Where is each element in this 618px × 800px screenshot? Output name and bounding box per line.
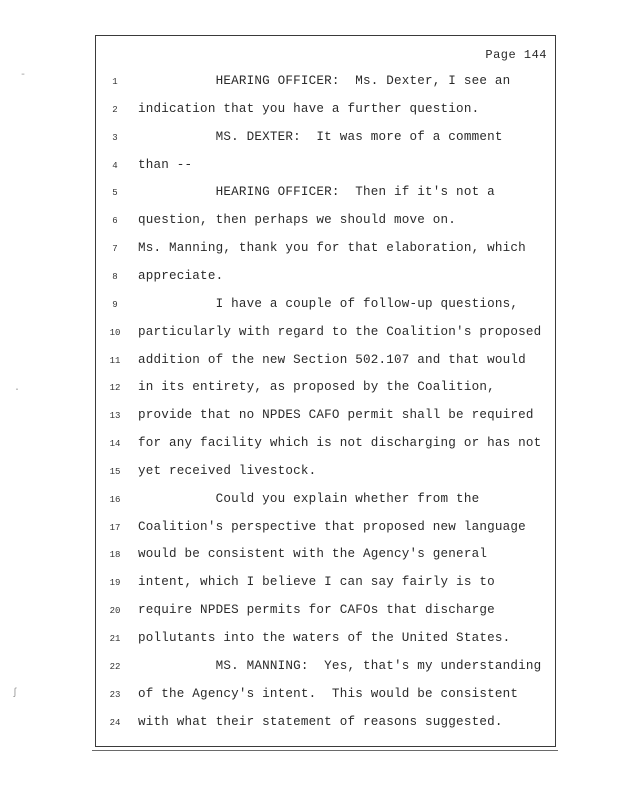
- line-text: Could you explain whether from the: [138, 491, 480, 506]
- line-text: pollutants into the waters of the United States.: [138, 631, 511, 645]
- line-text: MS. DEXTER: It was more of a comment: [138, 129, 503, 144]
- line-number: 10: [109, 327, 121, 338]
- line-text: in its entirety, as proposed by the Coalition,: [138, 380, 495, 395]
- transcript-line: [96, 492, 557, 512]
- line-number: 17: [109, 522, 121, 533]
- transcript-line: [96, 185, 557, 205]
- line-text: HEARING OFFICER: Then if it's not a: [138, 185, 495, 200]
- line-number: 16: [109, 494, 121, 505]
- line-number: 5: [112, 188, 118, 199]
- line-text: than --: [138, 157, 193, 172]
- line-number: 20: [109, 606, 121, 617]
- line-text: with what their statement of reasons suggested.: [138, 714, 503, 729]
- transcript-line: [96, 269, 557, 289]
- line-number: 8: [112, 271, 118, 282]
- line-number: 18: [109, 550, 121, 561]
- line-number: 4: [112, 160, 118, 171]
- transcript-line: [96, 408, 557, 428]
- transcript-line: [96, 464, 557, 484]
- line-number: 9: [112, 299, 118, 310]
- line-number: 3: [112, 132, 118, 143]
- page-bottom-rule: [92, 750, 558, 751]
- line-text: yet received livestock.: [138, 463, 317, 478]
- transcript-line: [96, 158, 557, 178]
- line-text: would be consistent with the Agency's general: [138, 547, 488, 562]
- transcript-page: [95, 35, 556, 747]
- transcript-line: [96, 547, 557, 567]
- line-text: HEARING OFFICER: Ms. Dexter, I see an: [138, 74, 511, 88]
- line-text: indication that you have a further question.: [138, 101, 480, 116]
- line-number: 24: [109, 717, 121, 728]
- transcript-line: [96, 213, 557, 233]
- line-text: I have a couple of follow-up questions,: [138, 296, 519, 311]
- transcript-line: [96, 325, 557, 345]
- page-number-label: Page 144: [485, 48, 547, 62]
- line-text: MS. MANNING: Yes, that's my understanding: [138, 658, 542, 673]
- transcript-line: [96, 687, 557, 707]
- transcript-line: [96, 603, 557, 623]
- line-number: 19: [109, 578, 121, 589]
- margin-tick-mark: ʃ: [12, 688, 19, 699]
- line-text: of the Agency's intent. This would be consistent: [138, 686, 519, 701]
- line-number: 15: [109, 466, 121, 477]
- line-number: 14: [109, 439, 121, 450]
- line-text: for any facility which is not discharging or has not: [138, 436, 542, 451]
- transcript-line: [96, 520, 557, 540]
- line-text: Coalition's perspective that proposed new language: [138, 519, 526, 534]
- line-number: 21: [109, 634, 121, 644]
- line-text: addition of the new Section 502.107 and that would: [138, 352, 526, 367]
- transcript-line: [96, 631, 557, 651]
- line-number: 13: [109, 411, 121, 422]
- line-number: 23: [109, 689, 121, 700]
- line-number: 6: [112, 216, 118, 227]
- transcript-line: [96, 659, 557, 679]
- transcript-line: [96, 74, 557, 94]
- transcript-line: [96, 102, 557, 122]
- transcript-line: [96, 575, 557, 595]
- transcript-line: [96, 241, 557, 261]
- transcript-line: [96, 353, 557, 373]
- line-text: provide that no NPDES CAFO permit shall be required: [138, 408, 534, 423]
- margin-tick-mark: ·: [14, 385, 21, 396]
- transcript-line: [96, 130, 557, 150]
- line-number: 2: [112, 104, 118, 115]
- line-number: 12: [109, 383, 121, 394]
- line-text: appreciate.: [138, 268, 224, 283]
- line-text: question, then perhaps we should move on.: [138, 213, 457, 228]
- line-text: particularly with regard to the Coalition's proposed: [138, 324, 542, 339]
- transcript-line: [96, 436, 557, 456]
- transcript-line: [96, 715, 557, 735]
- line-number: 7: [112, 244, 118, 255]
- transcript-line: [96, 380, 557, 400]
- line-text: require NPDES permits for CAFOs that discharge: [138, 603, 495, 618]
- transcript-line: [96, 297, 557, 317]
- line-text: Ms. Manning, thank you for that elaboration, which: [138, 241, 526, 256]
- line-number: 22: [109, 661, 121, 672]
- line-text: intent, which I believe I can say fairly is to: [138, 575, 495, 590]
- line-number: 1: [112, 77, 118, 87]
- margin-tick-mark: -: [20, 70, 27, 81]
- line-number: 11: [109, 355, 121, 366]
